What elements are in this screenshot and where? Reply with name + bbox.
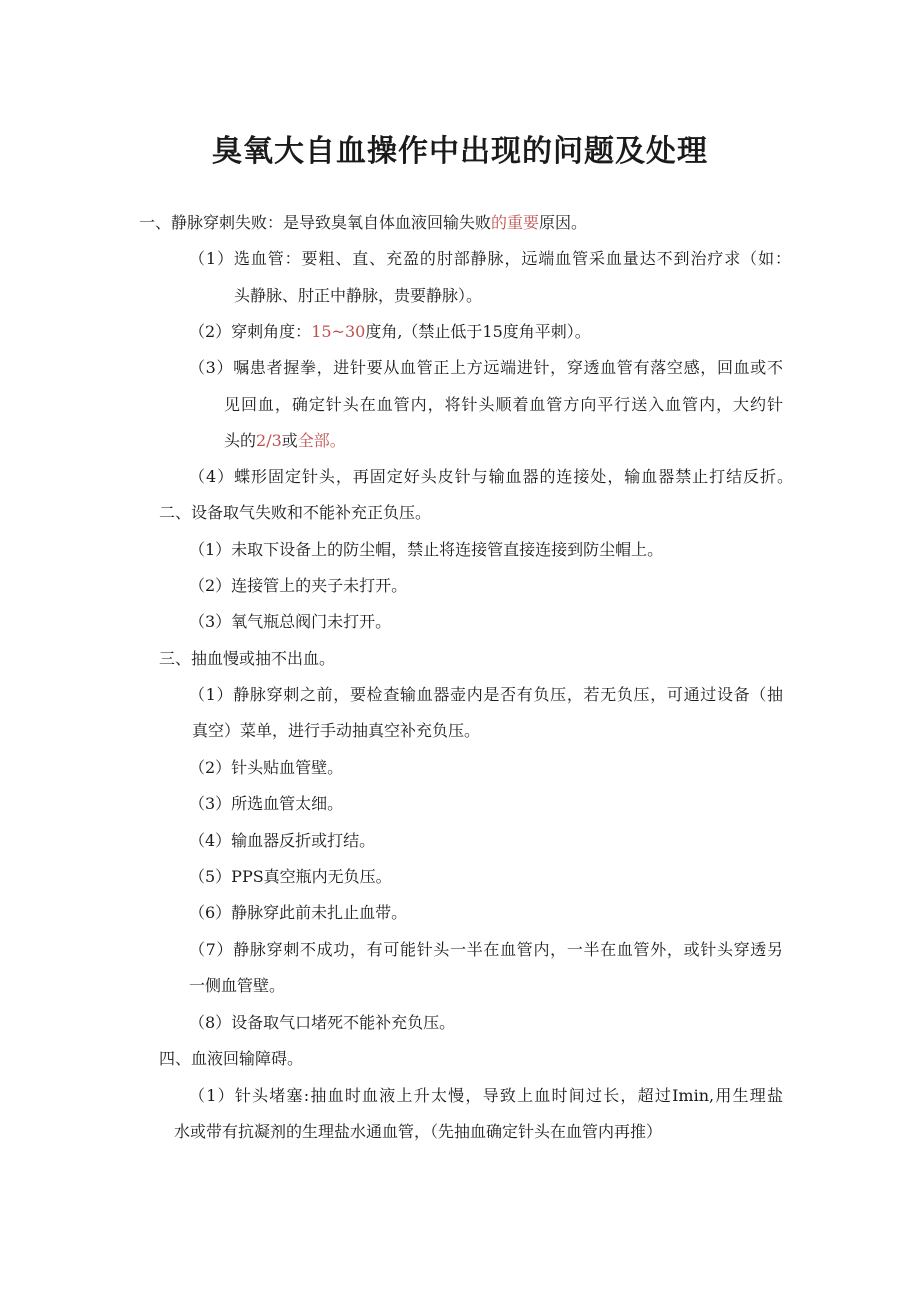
line-text: 二、设备取气失败和不能补充正负压。 [159, 503, 432, 522]
document-line [189, 356, 783, 380]
document-line [189, 974, 285, 998]
highlighted-text: 15~30 [311, 322, 366, 341]
document-line [189, 756, 343, 780]
line-text: 头静脉、肘正中静脉，贵要静脉）。 [234, 286, 483, 305]
line-text: （1）选血管：要粗、直、充盈的肘部静脉，远端血管采血量达不到治疗求（如： [189, 249, 791, 268]
document-line [224, 393, 783, 417]
document-line [174, 1120, 662, 1144]
document-line [189, 1011, 455, 1035]
line-text: （3）嘱患者握拳，进针要从血管正上方远端进针，穿透血管有落空感，回血或不 [189, 358, 783, 377]
document-line [159, 647, 335, 671]
line-text: 或 [281, 431, 298, 450]
line-text: （4）输血器反折或打结。 [189, 831, 376, 850]
document-line [189, 610, 391, 634]
line-text: （5）PPS真空瓶内无负压。 [189, 867, 392, 886]
line-text: （2）穿刺角度： [189, 322, 312, 341]
document-line [189, 538, 663, 562]
document-line [189, 792, 343, 816]
document-line [192, 719, 480, 743]
document-line [139, 211, 587, 235]
line-text: （3）氧气瓶总阀门未打开。 [189, 612, 392, 631]
line-text: 四、血液回输障碍。 [159, 1049, 304, 1068]
line-text: 度角,（禁止低于15度角平刺）。 [365, 322, 591, 341]
document-line [189, 320, 591, 344]
line-text: （7）静脉穿刺不成功，有可能针头一半在血管内，一半在血管外，或针头穿透另 [189, 940, 783, 959]
line-text: （2）连接管上的夹子未打开。 [189, 576, 408, 595]
line-text: （1）未取下设备上的防尘帽，禁止将连接管直接连接到防尘帽上。 [189, 540, 664, 559]
line-text: 三、抽血慢或抽不出血。 [159, 649, 336, 668]
line-text: 水或带有抗凝剂的生理盐水通血管，（先抽血确定针头在血管内再推） [174, 1122, 663, 1141]
line-text: 原因。 [539, 213, 588, 232]
line-text: 头的 [224, 431, 257, 450]
document-line [189, 683, 783, 707]
line-text: 一、静脉穿刺失败：是导致臭氧自体血液回输失败 [139, 213, 492, 232]
line-text: （6）静脉穿此前未扎止血带。 [189, 903, 408, 922]
line-text: 见回血，确定针头在血管内，将针头顺着血管方向平行送入血管内，大约针 [224, 395, 783, 414]
document-line [234, 284, 482, 308]
line-text: 真空）菜单，进行手动抽真空补充负压。 [192, 721, 481, 740]
line-text: （1）静脉穿刺之前，要检查输血器壶内是否有负压，若无负压，可通过设备（抽 [189, 685, 783, 704]
document-line [189, 865, 392, 889]
document-line [224, 429, 346, 453]
document-line [189, 465, 793, 489]
document-line [189, 901, 407, 925]
document-line [189, 574, 407, 598]
line-text: （1）针头堵塞:抽血时血液上升太慢，导致上血时间过长，超过Imin,用生理盐 [189, 1086, 783, 1105]
document-line [189, 1084, 783, 1108]
line-text: 一侧血管壁。 [189, 976, 286, 995]
line-text: （4）蝶形固定针头，再固定好头皮针与输血器的连接处，输血器禁止打结反折。 [189, 467, 793, 486]
document-line [189, 829, 375, 853]
line-text: （2）针头贴血管壁。 [189, 758, 344, 777]
highlighted-text: 的重要 [491, 213, 540, 232]
line-text: （8）设备取气口堵死不能补充负压。 [189, 1013, 456, 1032]
document-line [189, 938, 783, 962]
highlighted-text: 2/3 [256, 431, 282, 450]
document-title: 臭氧大自血操作中出现的问题及处理 [212, 134, 708, 170]
document-line [159, 501, 431, 525]
document-line [159, 1047, 303, 1071]
highlighted-text: 全部。 [297, 431, 346, 450]
document-line [189, 247, 791, 271]
line-text: （3）所选血管太细。 [189, 794, 344, 813]
